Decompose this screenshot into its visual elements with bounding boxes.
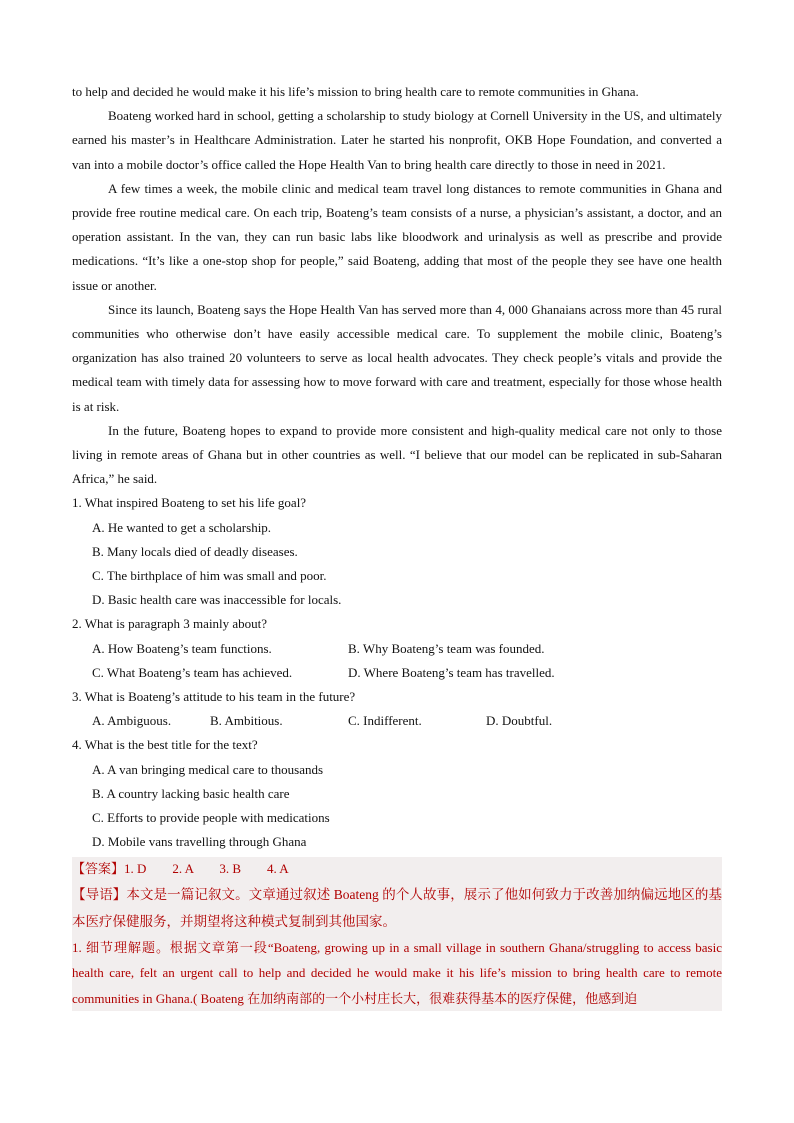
question-3-stem: 3. What is Boateng’s attitude to his team in the future? xyxy=(72,689,356,705)
guide-tag: 【导语】 xyxy=(72,886,127,902)
question-3-option-d: D. Doubtful. xyxy=(486,713,553,729)
question-3-options-row xyxy=(72,709,722,733)
question-3-option-c: C. Indifferent. xyxy=(348,713,422,729)
question-4-option-c: C. Efforts to provide people with medications xyxy=(92,810,330,826)
question-1-option-b: B. Many locals died of deadly diseases. xyxy=(92,543,298,559)
question-4-option-a: A. A van bringing medical care to thousands xyxy=(92,761,324,777)
answer-text: 1. D 2. A 3. B 4. A xyxy=(124,860,289,876)
answer-section xyxy=(72,857,722,1012)
answer-tag: 【答案】 xyxy=(72,860,125,876)
question-2-option-c: C. What Boateng’s team has achieved. xyxy=(92,664,293,680)
passage-paragraph-4: In the future, Boateng hopes to expand to provide more consistent and high-quality medical care not only to those living in remote areas of Ghana but in other countries as well. “I believe that our model can be replicated in sub-Saharan Africa,” he said. xyxy=(72,422,722,487)
question-2-options-row-2 xyxy=(72,661,722,685)
question-4-option-d: D. Mobile vans travelling through Ghana xyxy=(92,834,307,850)
question-2-option-b: B. Why Boateng’s team was founded. xyxy=(348,640,545,656)
passage-paragraph-0: to help and decided he would make it his life’s mission to bring health care to remote communities in Ghana. xyxy=(72,84,639,99)
answer-line xyxy=(72,857,722,881)
passage-paragraph-1: Boateng worked hard in school, getting a scholarship to study biology at Cornell University in the US, and ultimately earned his master’s in Healthcare Administration. Later he started his nonprofit, OKB Hope Foundation, and converted a van into a mobile doctor’s office called the Hope Health Van to bring health care directly to those in need in 2021. xyxy=(72,108,722,172)
passage-paragraph-2: A few times a week, the mobile clinic and medical team travel long distances to remote communities in Ghana and provide free routine medical care. On each trip, Boateng’s team consists of a nurse, a physician’s assistant, a doctor, and an operation assistant. In the van, they can run basic labs like bloodwork and urinalysis as well as prescribe and provide medications. “It’s like a one-stop shop for people,” said Boateng, adding that most of the people they see have one health issue or another. xyxy=(72,180,722,293)
detail-explanation-1: 1. 细节理解题。根据文章第一段“Boateng, growing up in a small village in southern Ghana/struggling to access basic health care, felt an urgent call to help and decided he would make it his life’s mission to bring health care to remote communities in Ghana.( Boateng 在加纳南部的一个小村庄长大，很难获得基本的医疗保健，他感到迫 xyxy=(72,939,722,1006)
question-4-option-b: B. A country lacking basic health care xyxy=(92,785,290,801)
question-2-option-d: D. Where Boateng’s team has travelled. xyxy=(348,664,555,680)
question-1-stem: 1. What inspired Boateng to set his life goal? xyxy=(72,495,307,511)
question-1-option-a: A. He wanted to get a scholarship. xyxy=(92,519,272,535)
question-2-option-a: A. How Boateng’s team functions. xyxy=(92,640,272,656)
question-2-options-row-1 xyxy=(72,637,722,661)
question-1-option-d: D. Basic health care was inaccessible for locals. xyxy=(92,592,342,608)
passage-paragraph-3: Since its launch, Boateng says the Hope Health Van has served more than 4, 000 Ghanaians across more than 45 rural communities who otherwise don’t have easily accessible medical care. To supplement the mobile clinic, Boateng’s organization has also trained 20 volunteers to serve as local health advocates. They check people’s vitals and provide the medical team with timely data for assessing how to move forward with care and treatment, especially for those whose health is at risk. xyxy=(72,301,722,414)
question-2-stem: 2. What is paragraph 3 mainly about? xyxy=(72,616,268,632)
question-1-option-c: C. The birthplace of him was small and poor. xyxy=(92,568,327,584)
document-page xyxy=(72,80,722,1011)
guide-paragraph xyxy=(72,881,722,935)
question-3-option-b: B. Ambitious. xyxy=(210,713,283,729)
question-4-stem: 4. What is the best title for the text? xyxy=(72,737,258,753)
question-3-option-a: A. Ambiguous. xyxy=(92,713,172,729)
guide-text: 本文是一篇记叙文。文章通过叙述 Boateng 的个人故事，展示了他如何致力于改善加纳偏远地区的基本医疗保健服务，并期望将这种模式复制到其他国家。 xyxy=(72,886,723,929)
